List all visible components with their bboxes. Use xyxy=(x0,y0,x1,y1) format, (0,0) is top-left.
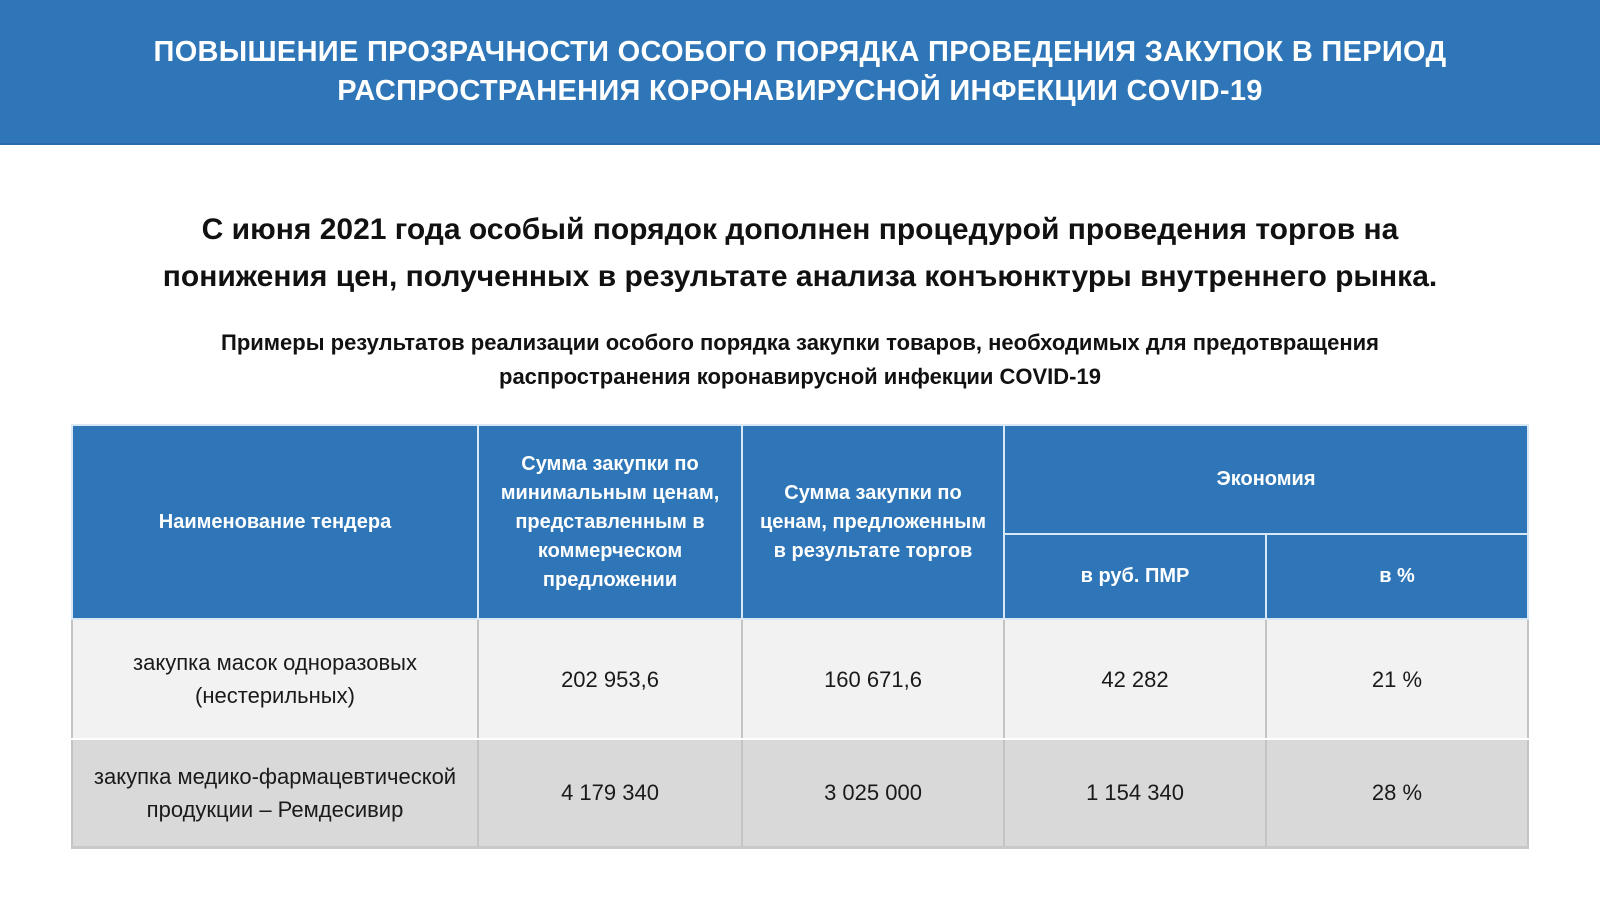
cell-sum-auction: 3 025 000 xyxy=(742,739,1004,847)
cell-sum-auction: 160 671,6 xyxy=(742,619,1004,739)
col-header-tender: Наименование тендера xyxy=(72,425,478,619)
cell-tender-name: закупка медико-фармацевтической продукции – Ремдесивир xyxy=(72,739,478,847)
table-header-row-top xyxy=(72,425,1528,534)
cell-sum-min: 4 179 340 xyxy=(478,739,742,847)
col-header-sum-auction: Сумма закупки по ценам, предложенным в результате торгов xyxy=(742,425,1004,619)
procurement-results-table xyxy=(71,424,1529,849)
slide-title-banner xyxy=(0,0,1600,145)
cell-sum-min: 202 953,6 xyxy=(478,619,742,739)
col-header-savings: Экономия xyxy=(1004,425,1528,534)
col-header-sum-min: Сумма закупки по минимальным ценам, представленным в коммерческом предложении xyxy=(478,425,742,619)
cell-savings-rub: 42 282 xyxy=(1004,619,1266,739)
cell-savings-rub: 1 154 340 xyxy=(1004,739,1266,847)
cell-savings-pct: 28 % xyxy=(1266,739,1528,847)
table-caption: Примеры результатов реализации особого порядка закупки товаров, необходимых для предотвращения распространения коронавирусной инфекции COVID-19 xyxy=(221,330,1379,390)
intro-paragraph: С июня 2021 года особый порядок дополнен процедурой проведения торгов на понижения цен, полученных в результате анализа конъюнктуры внутреннего рынка. xyxy=(162,213,1438,293)
cell-savings-pct: 21 % xyxy=(1266,619,1528,739)
col-header-savings-pct: в % xyxy=(1266,534,1528,619)
table-row xyxy=(72,739,1528,847)
table-row xyxy=(72,619,1528,739)
slide-title: ПОВЫШЕНИЕ ПРОЗРАЧНОСТИ ОСОБОГО ПОРЯДКА ПРОВЕДЕНИЯ ЗАКУПОК В ПЕРИОД РАСПРОСТРАНЕНИЯ КОРОНАВИРУСНОЙ ИНФЕКЦИИ COVID-19 xyxy=(153,35,1447,107)
col-header-savings-rub: в руб. ПМР xyxy=(1004,534,1266,619)
cell-tender-name: закупка масок одноразовых (нестерильных) xyxy=(72,619,478,739)
